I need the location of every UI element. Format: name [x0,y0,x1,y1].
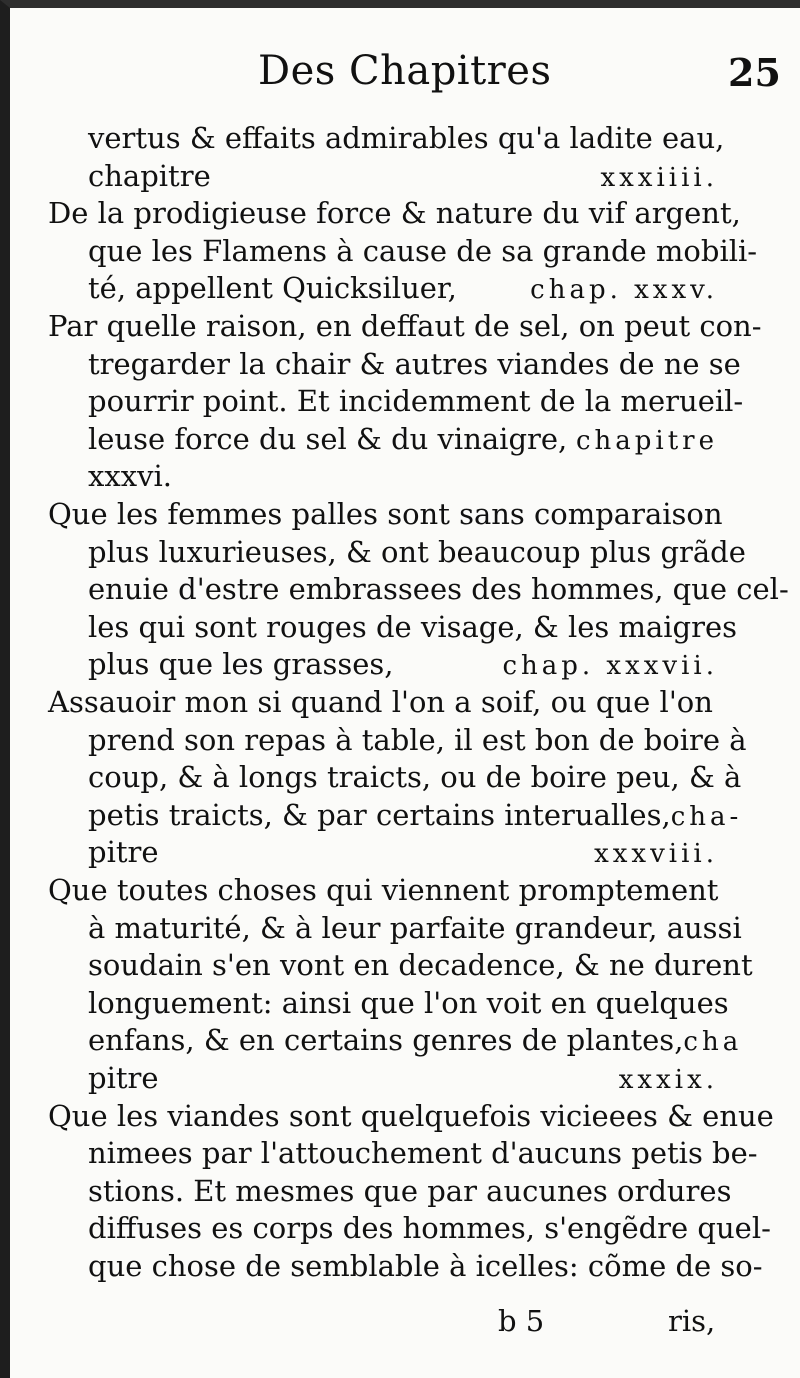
line-text: longuement: ainsi que l'on voit en quelques [88,985,729,1020]
line-text: coup, & à longs traicts, ou de boire peu, & à [88,760,742,795]
line-text: pitre [88,1061,159,1095]
entry-continuation-line [88,344,741,384]
entry-continuation-line [88,908,742,948]
line-text: les qui sont rouges de visage, & les maigres [88,609,738,644]
entry-continuation-line [88,268,718,308]
page-header [10,48,800,108]
entry-continuation-line [88,720,747,760]
entry-first-line [48,1096,774,1136]
entry-continuation-line [88,569,789,609]
entry-first-line [48,870,718,910]
entry-continuation-line [88,1058,718,1098]
entry-continuation-line [88,419,718,459]
line-text: enuie d'estre embrassees des hommes, que cel- [88,572,789,607]
chapter-reference: xxxix. [618,1065,718,1095]
line-text: tregarder la chair & autres viandes de ne se [88,346,741,381]
running-title: Des Chapitres [258,48,552,94]
catchword: ris, [668,1304,716,1338]
line-text: té, appellent Quicksiluer, [88,271,457,306]
entry-continuation-line [88,381,744,421]
line-text: Assauoir mon si quand l'on a soif, ou que l'on [48,685,713,719]
entry-continuation-line [88,1246,763,1286]
entry-first-line [48,682,718,722]
line-text: que les Flamens à cause de sa grande mobili- [88,233,758,268]
page-number: 25 [728,50,781,95]
entry-continuation-line [88,456,718,496]
line-text: que chose de semblable à icelles: cõme de so- [88,1249,763,1283]
line-text: plus luxurieuses, & ont beaucoup plus grãde [88,534,746,569]
line-text: De la prodigieuse force & nature du vif argent, [48,196,741,231]
line-text: soudain s'en vont en decadence, & ne durent [88,948,753,983]
entry-continuation-line [88,1020,743,1060]
line-text: chapitre [88,158,211,193]
entry-continuation-line [88,832,718,872]
line-text: xxxvi. [88,459,172,494]
line-text: petis traicts, & par certains interualles, [88,797,671,832]
chapter-reference: cha [683,1027,743,1058]
entry-first-line [48,193,741,233]
entry-first-line [48,494,723,534]
entry-continuation-line [88,231,758,271]
entry-continuation-line [88,156,718,196]
entry-first-line [48,306,762,346]
line-text: Que les femmes palles sont sans comparaison [48,497,723,531]
entry-continuation-line [88,1133,758,1173]
chapter-reference: chap. xxxvii. [502,651,718,682]
line-text: Par quelle raison, en deffaut de sel, on peut con- [48,309,762,343]
entry-continuation-line [88,757,742,797]
signature-mark: b 5 [498,1304,545,1338]
line-text: pitre [88,835,159,870]
line-text: nimees par l'attouchement d'aucuns petis be- [88,1136,758,1171]
line-text: pourrir point. Et incidemment de la merueil- [88,384,744,419]
entry-continuation-line [88,532,746,572]
entry-first-line [88,118,725,158]
entry-continuation-line [88,644,718,684]
line-text: leuse force du sel & du vinaigre, [88,421,568,456]
entry-continuation-line [88,1208,771,1248]
line-text: vertus & effaits admirables qu'a ladite eau, [88,121,725,155]
line-text: Que les viandes sont quelquefois vicieees & enue [48,1098,774,1133]
line-text: plus que les grasses, [88,647,394,682]
line-text: Que toutes choses qui viennent promptement [48,873,719,907]
page-footer [10,1304,800,1344]
line-text: stions. Et mesmes que par aucunes ordures [88,1173,732,1208]
entry-continuation-line [88,983,729,1023]
chapter-reference: cha- [670,801,743,832]
chapter-reference: chap. xxxv. [530,275,718,306]
entry-continuation-line [88,607,738,647]
chapter-reference: xxxviii. [594,839,718,870]
chapter-reference: chapitre [575,425,718,456]
line-text: diffuses es corps des hommes, s'engẽdre quel- [88,1211,771,1246]
entry-continuation-line [88,795,743,835]
line-text: prend son repas à table, il est bon de boire à [88,722,747,757]
line-text: à maturité, & à leur parfaite grandeur, aussi [88,910,742,945]
chapter-reference: xxxiiii. [600,162,718,193]
line-text: enfans, & en certains genres de plantes, [88,1023,684,1058]
entry-continuation-line [88,1171,732,1211]
entry-continuation-line [88,945,753,985]
